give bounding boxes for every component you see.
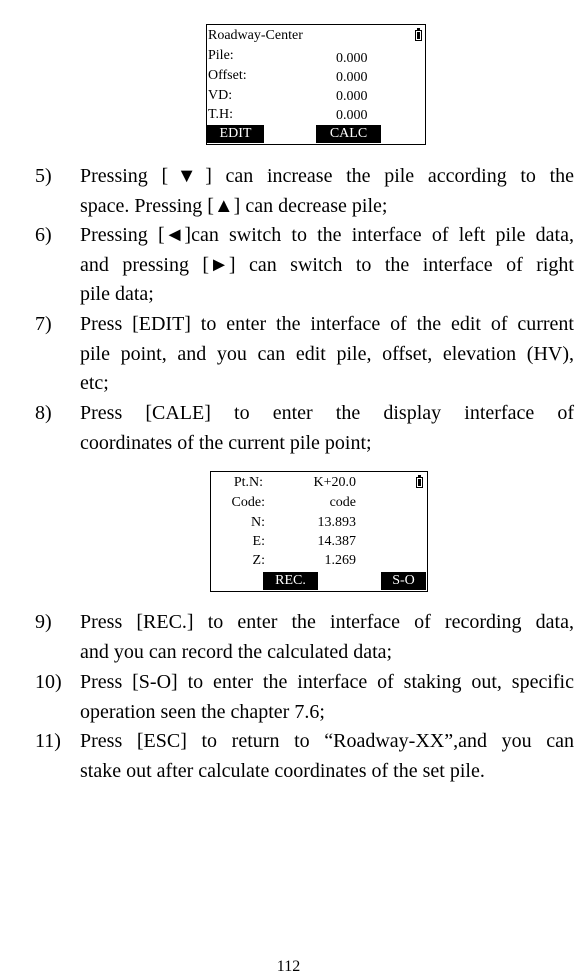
step-number: 7) xyxy=(35,313,52,335)
text-line: Press [ESC] to return to “Roadway-XX”,and you can xyxy=(80,730,574,752)
text-line: Press [CALE] to enter the display interface of xyxy=(80,402,574,424)
z-value: 1.269 xyxy=(324,553,356,568)
step-text xyxy=(80,608,574,667)
z-label: Z: xyxy=(252,553,265,568)
th-label: T.H: xyxy=(208,107,234,122)
text-line: pile point, and you can edit pile, offset, elevation (HV), xyxy=(80,342,574,365)
n-value: 13.893 xyxy=(317,515,356,530)
pile-label: Pile: xyxy=(208,48,234,63)
ptn-label: Pt.N: xyxy=(233,475,263,490)
e-value: 14.387 xyxy=(317,534,356,549)
vd-label: VD: xyxy=(208,88,233,103)
code-value: code xyxy=(329,495,356,510)
battery-icon xyxy=(416,477,423,488)
text-line: etc; xyxy=(80,372,109,395)
edit-softkey[interactable]: EDIT xyxy=(207,125,264,143)
text-line: Pressing [▼] can increase the pile according to the xyxy=(80,165,574,187)
text-line: operation seen the chapter 7.6; xyxy=(80,700,325,723)
step-text xyxy=(80,310,574,399)
step-text xyxy=(80,162,574,221)
text-line: space. Pressing [▲] can decrease pile; xyxy=(80,194,388,217)
text-line: stake out after calculate coordinates of the set pile. xyxy=(80,759,485,782)
step-number: 9) xyxy=(35,611,52,633)
text-line: and you can record the calculated data; xyxy=(80,640,393,663)
text-line: Press [REC.] to enter the interface of recording data, xyxy=(80,611,574,633)
offset-label: Offset: xyxy=(208,68,247,83)
step-number: 11) xyxy=(35,730,61,752)
text-line: and pressing [►] can switch to the interface of right xyxy=(80,253,574,276)
step-number: 5) xyxy=(35,165,52,187)
battery-icon xyxy=(415,30,422,41)
calc-softkey[interactable]: CALC xyxy=(316,125,381,143)
stakeout-softkey[interactable]: S-O xyxy=(381,572,426,590)
coordinates-screen xyxy=(210,471,428,592)
text-line: Pressing [◄]can switch to the interface of left pile data, xyxy=(80,224,574,246)
roadway-center-screen xyxy=(206,24,426,145)
pile-value: 0.000 xyxy=(336,51,368,66)
text-line: Press [EDIT] to enter the interface of the edit of current xyxy=(80,313,574,335)
n-label: N: xyxy=(251,515,265,530)
step-text xyxy=(80,221,574,310)
code-label: Code: xyxy=(231,495,265,510)
ptn-value: K+20.0 xyxy=(313,475,356,490)
step-number: 8) xyxy=(35,402,52,424)
screen-title: Roadway-Center xyxy=(208,28,303,43)
text-line: pile data; xyxy=(80,283,154,306)
step-text xyxy=(80,727,574,786)
e-label: E: xyxy=(252,534,265,549)
step-text xyxy=(80,399,574,458)
step-text xyxy=(80,668,574,727)
step-number: 6) xyxy=(35,224,52,246)
th-value: 0.000 xyxy=(336,108,368,123)
offset-value: 0.000 xyxy=(336,70,368,85)
rec-softkey[interactable]: REC. xyxy=(263,572,318,590)
text-line: Press [S-O] to enter the interface of staking out, specific xyxy=(80,671,574,693)
vd-value: 0.000 xyxy=(336,89,368,104)
text-line: coordinates of the current pile point; xyxy=(80,431,372,454)
page-number: 112 xyxy=(276,958,301,975)
step-number: 10) xyxy=(35,671,62,693)
